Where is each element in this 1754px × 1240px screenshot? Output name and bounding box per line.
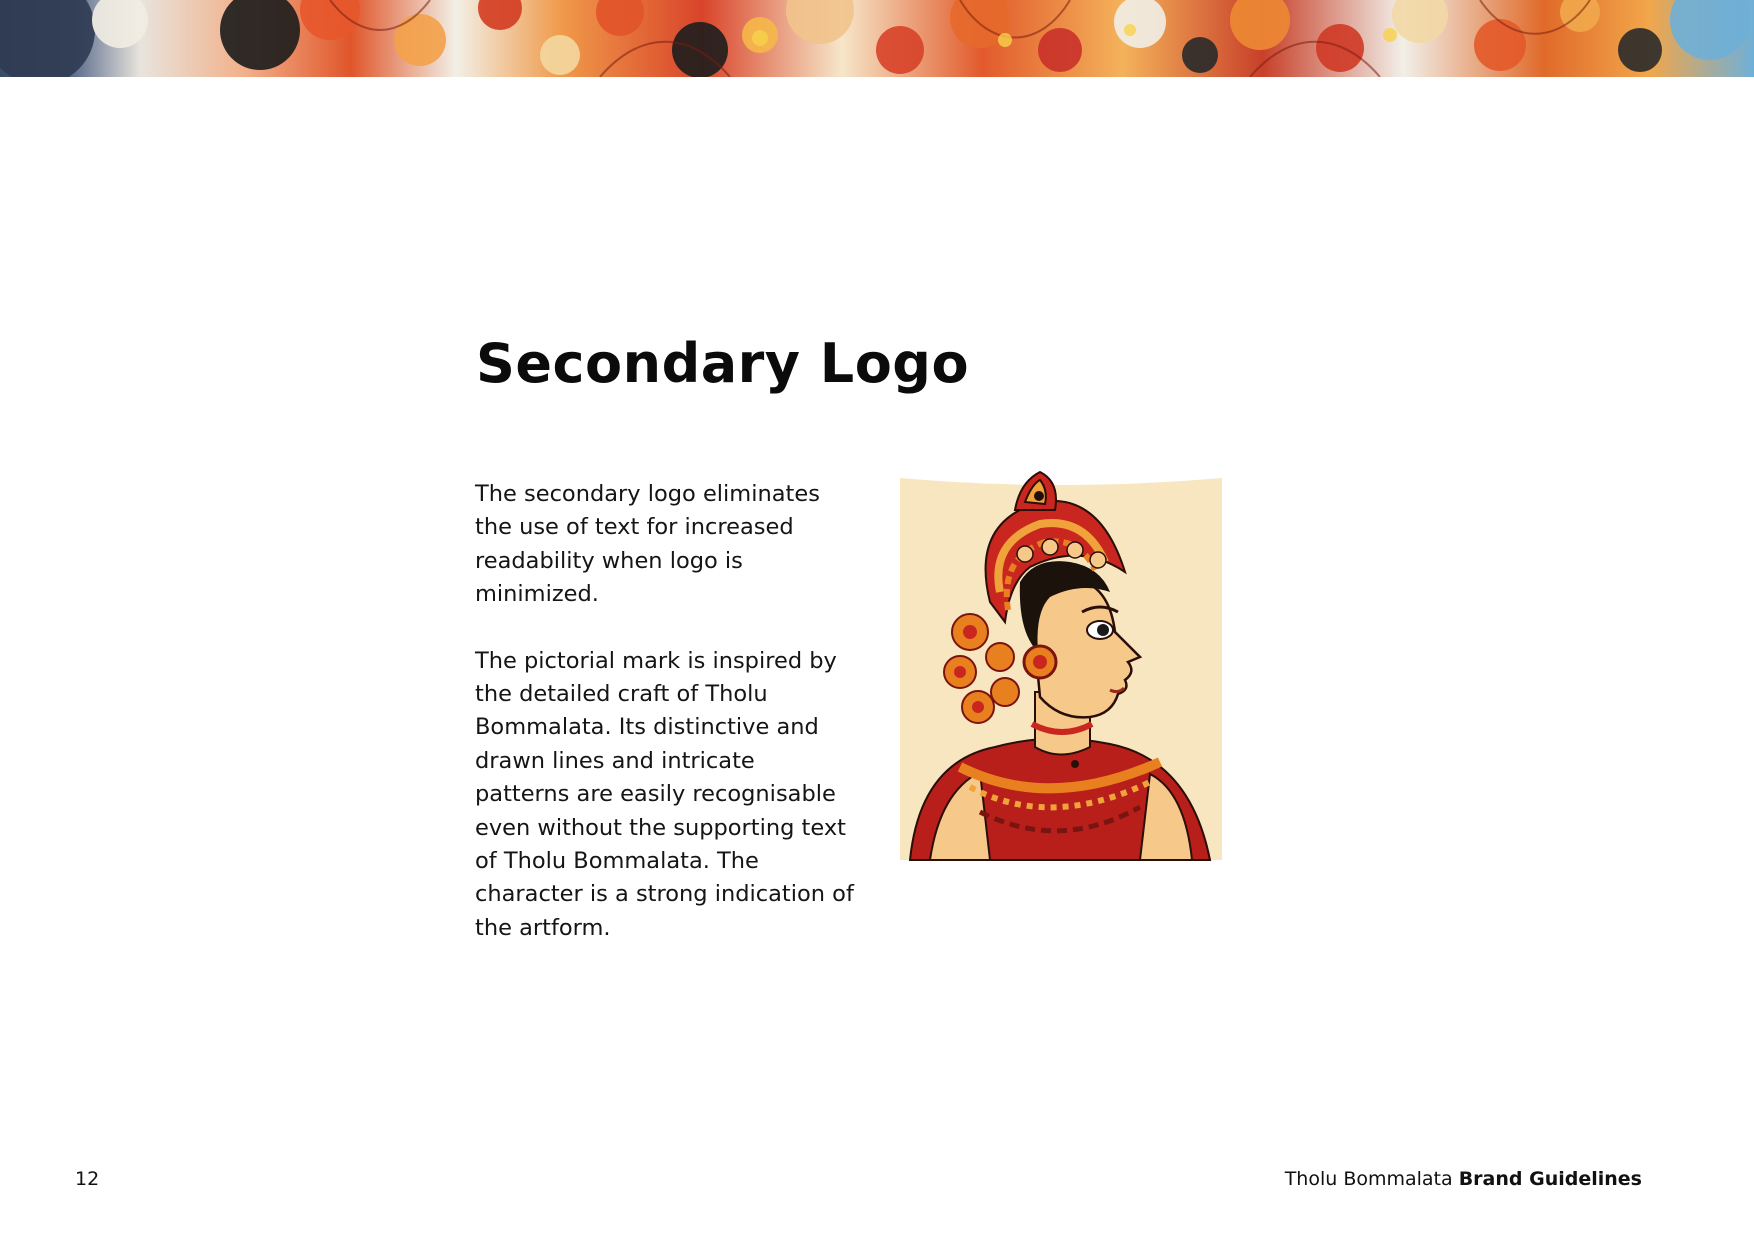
footer-brand-suffix: Brand Guidelines [1458, 1168, 1642, 1190]
description-text [475, 478, 855, 945]
header-artwork-banner [0, 0, 1754, 77]
banner-pattern [0, 0, 1754, 77]
secondary-logo-illustration [900, 462, 1225, 862]
footer-brand-name: Tholu Bommalata [1284, 1168, 1453, 1190]
description-paragraph-1: The secondary logo eliminates the use of text for increased readability when logo is minimized. [475, 481, 820, 608]
description-paragraph-2: The pictorial mark is inspired by the detailed craft of Tholu Bommalata. Its distinctive and drawn lines and intricate patterns are easily recognisable even without the supporting text of Tholu Bommalata. The character is a strong indication of the artform. [475, 647, 854, 941]
page-number: 12 [75, 1168, 100, 1190]
footer-brand [1285, 1168, 1642, 1190]
puppet-character-image [900, 462, 1225, 862]
page-title: Secondary Logo [476, 332, 970, 395]
